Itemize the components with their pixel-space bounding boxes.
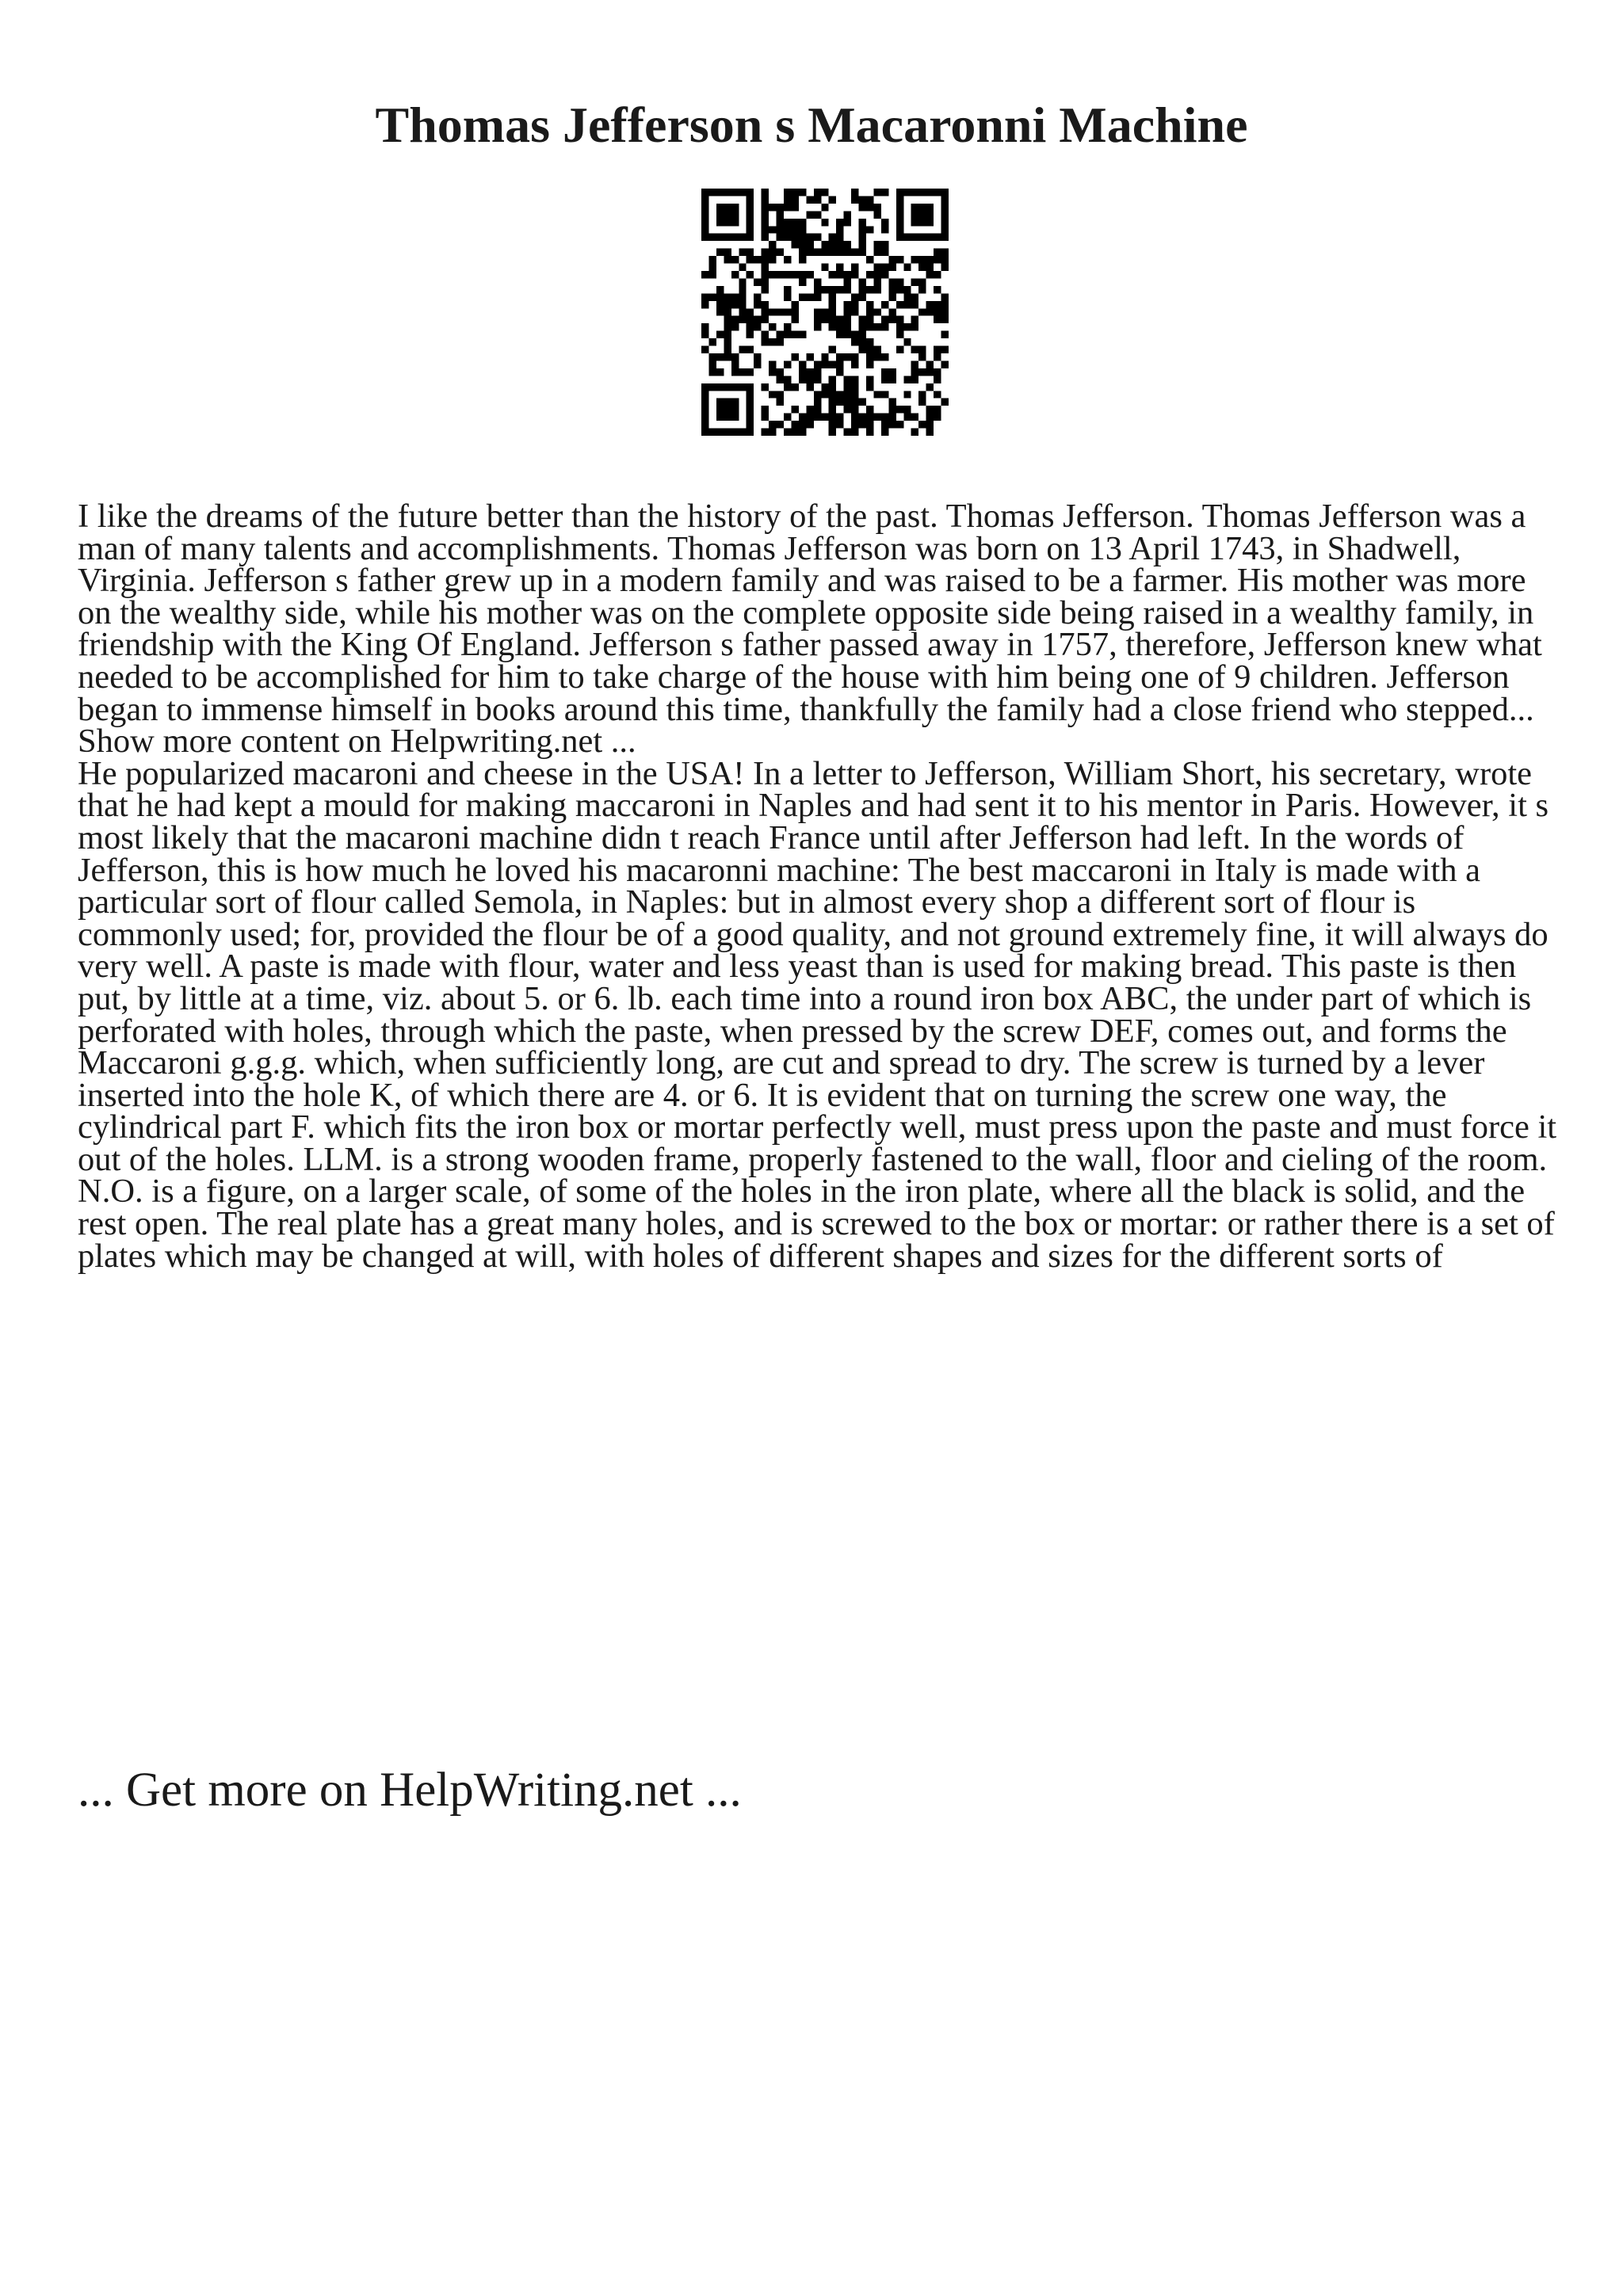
- document-title: Thomas Jefferson s Macaronni Machine: [375, 97, 1248, 153]
- paragraph-intro: I like the dreams of the future better than the history of the past. Thomas Jefferson. Thomas Jefferson was a man of many talents and accomplishments. Thomas Jefferson was born on 13 April 1743, in Shadwell, Virginia. Jefferson s father grew up in a modern family and was raised to be a farmer. His mother was more on the wealthy side, while his mother was on the complete opposite side being raised in a wealthy family, in friendship with the King Of England. Jefferson s father passed away in 1757, therefore, Jefferson knew what needed to be accomplished for him to take charge of the house with him being one of 9 children. Jefferson began to immense himself in books around this time, thankfully the family had a close friend who stepped... Show more content on Helpwriting.net ...: [78, 498, 1542, 761]
- document-body: [78, 498, 1568, 1275]
- paragraph-macaroni: He popularized macaroni and cheese in the USA! In a letter to Jefferson, William Short, his secretary, wrote that he had kept a mould for making maccaroni in Naples and had sent it to his mentor in Paris. However, it s most likely that the macaroni machine didn t reach France until after Jefferson had left. In the words of Jefferson, this is how much he loved his macaronni machine: The best maccaroni in Italy is made with a particular sort of flour called Semola, in Naples: but in almost every shop a different sort of flour is commonly used; for, provided the flour be of a good quality, and not ground extremely fine, it will always do very well. A paste is made with flour, water and less yeast than is used for making bread. This paste is then put, by little at a time, viz. about 5. or 6. lb. each time into a round iron box ABC, the under part of which is perforated with holes, through which the paste, when pressed by the screw DEF, comes out, and forms the Maccaroni g.g.g. which, when sufficiently long, are cut and spread to dry. The screw is turned by a lever inserted into the hole K, of which there are 4. or 6. It is evident that on turning the screw one way, the cylindrical part F. which fits the iron box or mortar perfectly well, must press upon the paste and must force it out of the holes. LLM. is a strong wooden frame, properly fastened to the wall, floor and cieling of the room. N.O. is a figure, on a larger scale, of some of the holes in the iron plate, where all the black is solid, and the rest open. The real plate has a great many holes, and is screwed to the box or mortar: or rather there is a set of plates which may be changed at will, with holes of different shapes and sizes for the different sorts of: [78, 754, 1557, 1275]
- qr-code-icon: [701, 189, 949, 436]
- get-more-link[interactable]: ... Get more on HelpWriting.net ...: [78, 1764, 742, 1817]
